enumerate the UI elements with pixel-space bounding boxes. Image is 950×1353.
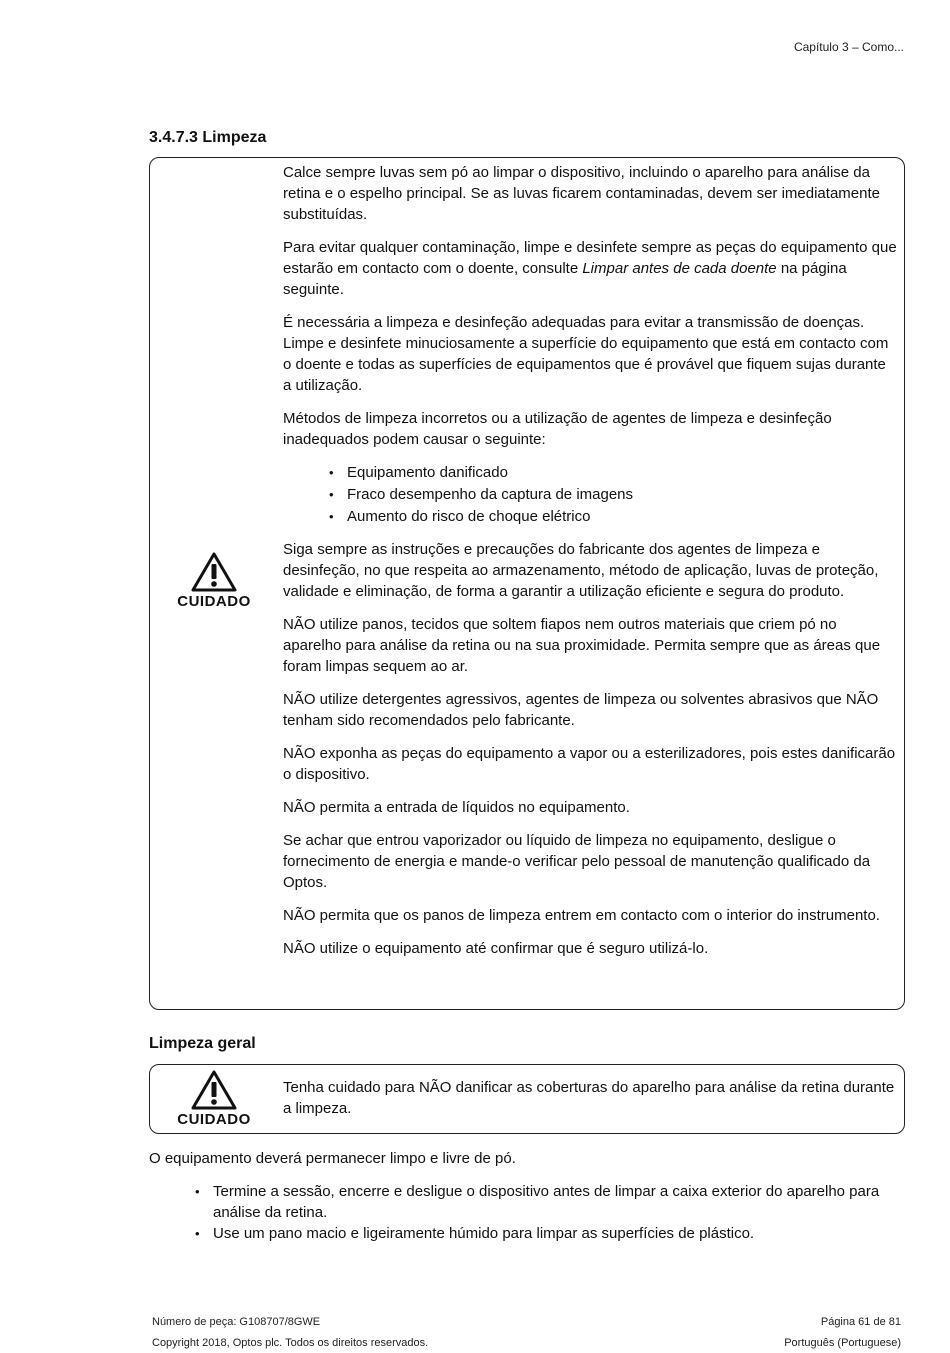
caution-label: CUIDADO (177, 1111, 251, 1128)
paragraph (283, 1077, 898, 1119)
nao-text: NÃO (283, 691, 316, 708)
nao-text: NÃO (283, 745, 316, 762)
list-item: • Fraco desempenho da captura de imagens (347, 484, 898, 505)
nao-text: NÃO (418, 1079, 452, 1096)
paragraph-text: danificar as coberturas do aparelho para análise da retina durante a limpeza. (283, 1079, 895, 1117)
paragraph-text: na página seguinte. (283, 260, 847, 298)
list-item: • Equipamento danificado (347, 462, 898, 483)
paragraph (283, 614, 898, 677)
footer-copyright: Copyright 2018, Optos plc. Todos os direitos reservados. (152, 1337, 429, 1349)
paragraph (283, 689, 898, 731)
paragraph: Calce sempre luvas sem pó ao limpar o dispositivo, incluindo o aparelho para análise da retina e o espelho principal. Se as luvas ficarem contaminadas, devem ser imediatamente substituídas. (283, 164, 880, 223)
nao-text: NÃO (845, 691, 879, 708)
paragraph-text: exponha as peças do equipamento a vapor ou a esterilizadores, pois estes danificarão o dispositivo. (283, 745, 896, 783)
caution-content (283, 162, 898, 971)
paragraph: É necessária a limpeza e desinfeção adequadas para evitar a transmissão de doenças. Limpe e desinfete minuciosamente a superfície do equipamento que está em contacto com o doente e todas as superfícies de equipamentos que é provável que fiquem sujas durante a utilização. (283, 314, 889, 394)
caution-marker (150, 551, 278, 610)
paragraph: Métodos de limpeza incorretos ou a utilização de agentes de limpeza e desinfeção inadequados podem causar o seguinte: (283, 410, 832, 448)
body-paragraph: O equipamento deverá permanecer limpo e livre de pó. (149, 1150, 516, 1167)
paragraph-text: permita que os panos de limpeza entrem em contacto com o interior do instrumento. (315, 907, 880, 924)
paragraph-text: tenham sido recomendados pelo fabricante. (283, 712, 575, 729)
cleaning-steps-list (213, 1181, 903, 1244)
list-item: • Use um pano macio e ligeiramente húmido para limpar as superfícies de plástico. (213, 1223, 903, 1244)
paragraph-text: permita a entrada de líquidos no equipamento. (315, 799, 630, 816)
paragraph: Siga sempre as instruções e precauções do fabricante dos agentes de limpeza e desinfeção, no que respeita ao armazenamento, método de aplicação, luvas de proteção, validade e eliminação, de forma a garantir a utilização eficiente e segura do produto. (283, 541, 879, 600)
paragraph-text: Tenha cuidado para (283, 1079, 419, 1096)
caution-marker (150, 1069, 278, 1128)
subsection-title: Limpeza geral (149, 1035, 256, 1052)
nao-text: NÃO (283, 940, 316, 957)
paragraph (283, 938, 898, 959)
paragraph: Se achar que entrou vaporizador ou líquido de limpeza no equipamento, desligue o fornecimento de energia e mande-o verificar pelo pessoal de manutenção qualificado da Optos. (283, 832, 871, 891)
list-item: • Aumento do risco de choque elétrico (347, 506, 898, 527)
section-title: 3.4.7.3 Limpeza (149, 129, 267, 146)
general-caution-box (149, 1064, 905, 1134)
nao-text: NÃO (283, 799, 316, 816)
paragraph-text: Para evitar qualquer contaminação, limpe e desinfete sempre as peças do equipamento que estarão em contacto com o doente, consulte (283, 239, 897, 277)
paragraph-text: utilize panos, tecidos que soltem fiapos nem outros materiais que criem pó no aparelho para análise da retina ou na sua proximidade. Permita sempre que as áreas que foram limpas sequem ao ar. (283, 616, 881, 675)
footer-part-number: Número de peça: G108707/8GWE (152, 1316, 321, 1328)
cross-reference-link[interactable]: Limpar antes de cada doente (582, 260, 777, 277)
nao-text: NÃO (283, 907, 316, 924)
footer-page-number: Página 61 de 81 (820, 1316, 901, 1328)
paragraph-text: utilize detergentes agressivos, agentes de limpeza ou solventes abrasivos que (315, 691, 846, 708)
paragraph (283, 797, 898, 818)
paragraph (283, 905, 898, 926)
caution-box (149, 157, 905, 1010)
chapter-header: Capítulo 3 – Como... (793, 40, 904, 54)
caution-label: CUIDADO (177, 593, 251, 610)
paragraph-text: utilize o equipamento até confirmar que é seguro utilizá-lo. (315, 940, 709, 957)
caution-content (283, 1077, 898, 1131)
paragraph (283, 237, 898, 300)
paragraph (283, 743, 898, 785)
warning-triangle-icon (190, 1069, 238, 1111)
list-item: • Termine a sessão, encerre e desligue o dispositivo antes de limpar a caixa exterior do aparelho para análise da retina. (213, 1181, 903, 1223)
footer-language: Português (Portuguese) (784, 1337, 901, 1349)
nao-text: NÃO (283, 616, 316, 633)
risk-list (283, 462, 898, 527)
warning-triangle-icon (190, 551, 238, 593)
